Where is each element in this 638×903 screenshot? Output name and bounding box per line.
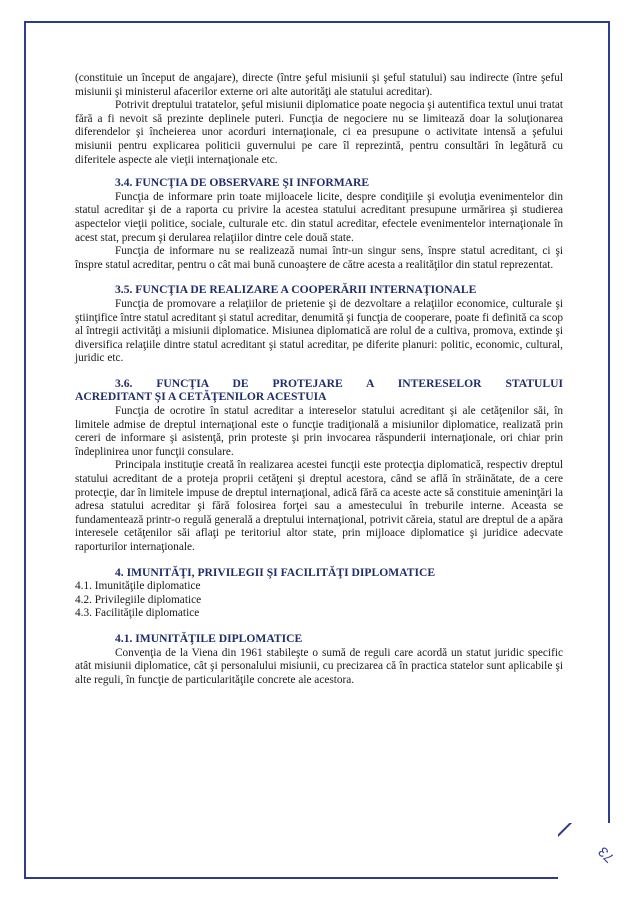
section-heading-3-6-continued: ACREDITANT ŞI A CETĂŢENILOR ACESTUIA: [75, 390, 327, 404]
paragraph: Funcţia de promovare a relaţiilor de prietenie şi de dezvoltare a relaţiilor economice, culturale şi ştiinţifice între statul acreditant şi statul acreditar, denumită şi funcţia de cooperare, poate fi definită ca scop al întregii activităţi a misiunii diplomatice. Misiunea diplomatică are rolul de a cultiva, promova, extinde şi diversifica relaţiile dintre statul acreditant şi statul acreditar, pe diferite planuri: politic, economic, cultural, juridic etc.: [75, 297, 563, 365]
subsection-item: 4.1. Imunităţile diplomatice: [75, 580, 201, 593]
paragraph: Funcţia de informare nu se realizează numai într-un singur sens, înspre statul acreditant, ci şi înspre statul acreditar, pentru o cât mai bună cunoaştere de către acesta a realităţilor din statul reprezentat.: [75, 245, 563, 271]
section-heading-4-1: 4.1. IMUNITĂŢILE DIPLOMATICE: [115, 631, 303, 645]
paragraph: Funcţia de ocrotire în statul acreditar a intereselor statului acreditant şi ale cetăţenilor săi, în limitele admise de dreptul internaţional este o funcţie tradiţională a misiunilor diplomatice, realizată prin cereri de informare şi asistenţă, prin proteste şi prin invocarea răspunderii internaţionale, ori chiar prin îndeplinirea unor funcţii consulare.: [75, 405, 563, 458]
corner-band: [558, 823, 638, 903]
paragraph: Convenţia de la Viena din 1961 stabileşte o sumă de reguli care acordă un statut juridic specific atât misiunii diplomatice, cât şi personalului misiunii, cu precizarea că în practica statelor sunt aplicabile şi alte reguli, în funcţie de particularităţile concrete ale acestora.: [75, 646, 563, 686]
page-corner-fold: [558, 823, 638, 903]
subsection-item: 4.3. Facilităţile diplomatice: [75, 607, 200, 620]
document-body: [75, 72, 563, 687]
page-number: 73: [595, 843, 618, 867]
paragraph: Funcţia de informare prin toate mijloacele licite, despre condiţiile şi evoluţia evenimentelor din statul acreditar şi de a raporta cu privire la acestea statului acreditant presupune urmărirea şi studierea aspectelor vieţii politice, sociale, culturale etc. din statul acreditar, efectele evenimentelor internaţionale în acest stat, precum şi derularea relaţiilor dintre cele două state.: [75, 190, 563, 244]
section-heading-3-6: 3.6. FUNCŢIA DE PROTEJARE A INTERESELOR STATULUI: [115, 376, 563, 390]
paragraph: (constituie un început de angajare), directe (între şeful misiunii şi şeful statului) sau indirecte (între şeful misiunii şi ministerul afacerilor externe ori alte autorităţi ale statului acreditar).: [75, 72, 563, 98]
paragraph: Principala instituţie creată în realizarea acestei funcţii este protecţia diplomatică, respectiv dreptul statului acreditant de a proteja proprii cetăţeni şi dreptul acestora, când se află în străinătate, de a cere protecţie, dar în limitele impuse de dreptul internaţional, adică fără ca aceste acte să constituie ameninţări la adresa statului acreditar şi fără folosirea forţei sau a amestecului în treburile interne. Aceasta se fundamentează printr-o regulă generală a dreptului internaţional, potrivit căreia, statul are dreptul de a apăra interesele cetăţenilor săi aflaţi pe teritoriul altor state, prin mijloace diplomatice şi juridice adecvate raporturilor internaţionale.: [75, 459, 563, 553]
subsection-item: 4.2. Privilegiile diplomatice: [75, 593, 202, 606]
subsection-list: [75, 580, 563, 621]
section-heading-4: 4. IMUNITĂŢI, PRIVILEGII ŞI FACILITĂŢI DIPLOMATICE: [115, 565, 436, 579]
section-heading-3-5: 3.5. FUNCŢIA DE REALIZARE A COOPERĂRII INTERNAŢIONALE: [115, 283, 477, 297]
paragraph: Potrivit dreptului tratatelor, şeful misiunii diplomatice poate negocia şi autentifica textul unui tratat fără a fi nevoit să prezinte deplinele puteri. Funcţia de negociere nu se limitează doar la soluţionarea diferendelor şi încheierea unor acorduri internaţionale, ci ea presupune o activitate intensă a şefului misiunii pentru explicarea politicii guvernului pe care îl reprezintă, pentru consultări în legătură cu diferitele aspecte ale vieţii internaţionale etc.: [75, 99, 563, 166]
section-heading-3-4: 3.4. FUNCŢIA DE OBSERVARE ŞI INFORMARE: [115, 176, 370, 190]
